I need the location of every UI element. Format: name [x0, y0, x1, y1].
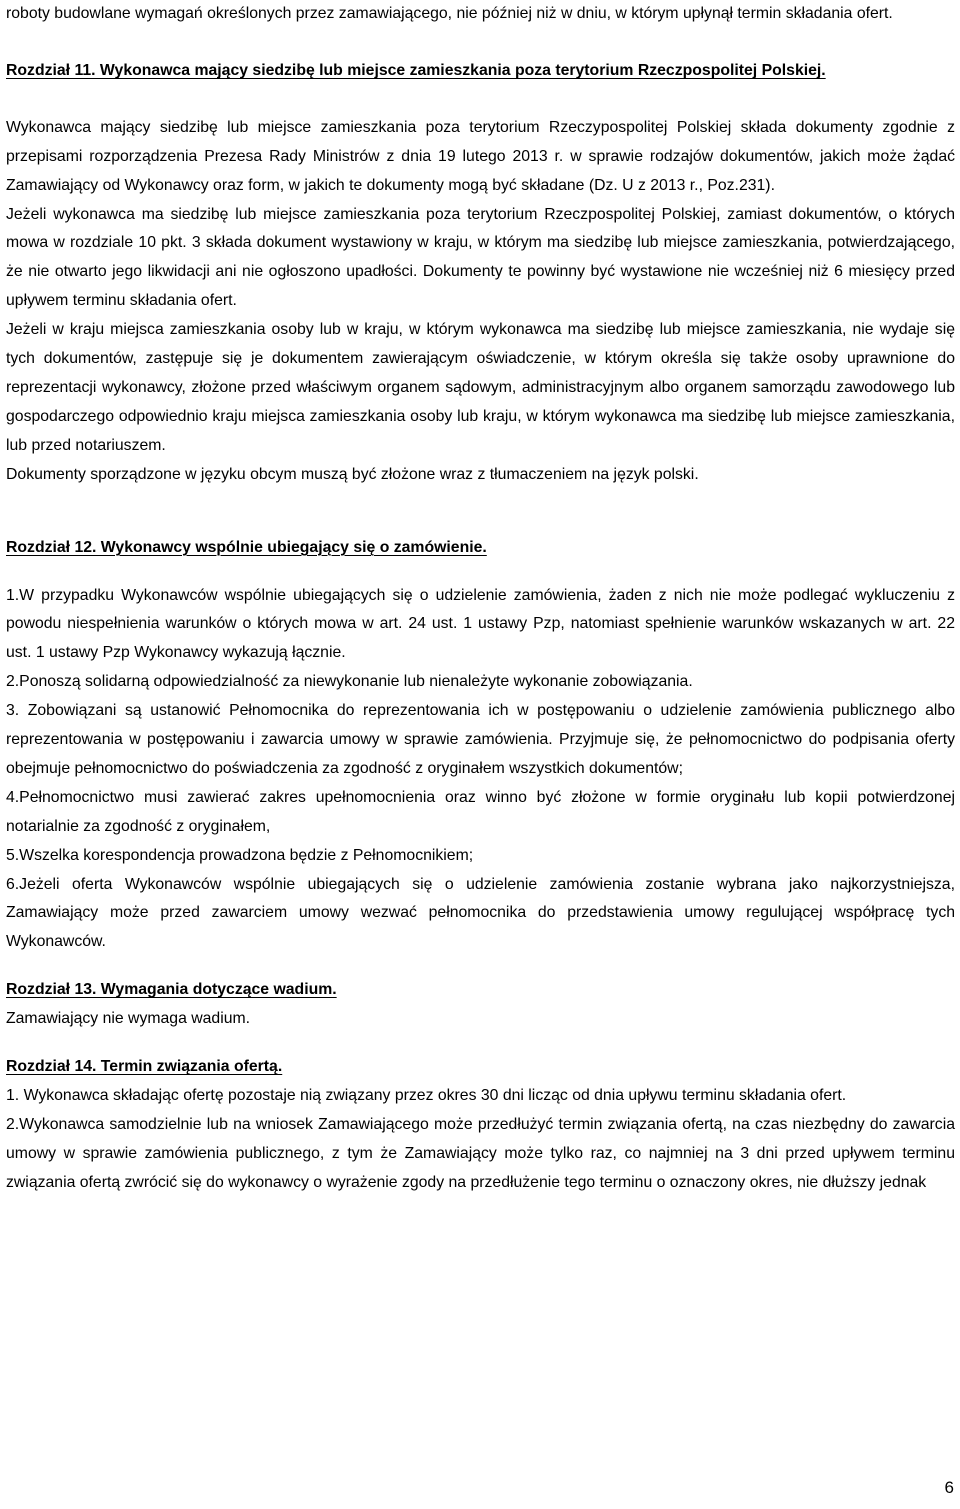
- chapter-13-heading: Rozdział 13. Wymagania dotyczące wadium.: [6, 981, 337, 999]
- intro-continuation: roboty budowlane wymagań określonych przez zamawiającego, nie później niż w dniu, w którym upłynął termin składania ofert.: [6, 5, 893, 22]
- spacer: [6, 563, 955, 582]
- chapter-11-paragraph-3: Jeżeli w kraju miejsca zamieszkania osoby lub w kraju, w którym wykonawca ma siedzibę lub miejsce zamieszkania, nie wydaje się tych dokumentów, zastępuje się je dokumentem zawierającym oświadczenie, w którym określa się także osoby uprawnione do reprezentacji wykonawcy, złożone przed właściwym organem sądowym, administracyjnym albo organem samorządu zawodowego lub gospodarczego odpowiednio kraju miejsca zamieszkania osoby lub kraju, w którym wykonawca ma siedzibę lub miejsce zamieszkania, lub przed notariuszem.: [6, 321, 955, 454]
- chapter-12-paragraph-1: 1.W przypadku Wykonawców wspólnie ubiegających się o udzielenie zamówienia, żaden z nich nie może podlegać wykluczeniu z powodu niespełnienia warunków o których mowa w art. 24 ust. 1 ustawy Pzp, natomiast spełnienie warunków wskazanych w art. 22 ust. 1 ustawy Pzp Wykonawcy wykazują łącznie.: [6, 586, 955, 662]
- chapter-11-heading: Rozdział 11. Wykonawca mający siedzibę lub miejsce zamieszkania poza terytorium Rzeczpospolitej Polskiej.: [6, 61, 826, 79]
- spacer: [6, 1034, 955, 1053]
- chapter-12-heading: Rozdział 12. Wykonawcy wspólnie ubiegający się o zamówienie.: [6, 538, 487, 556]
- spacer: [6, 490, 955, 534]
- chapter-11-paragraph-2: Jeżeli wykonawca ma siedzibę lub miejsce zamieszkania poza terytorium Rzeczpospolitej Polskiej, zamiast dokumentów, o których mowa w rozdziale 10 pkt. 3 składa dokument wystawiony w kraju, w którym ma siedzibę lub miejsce zamieszkania, potwierdzającego, że nie otwarto jego likwidacji ani nie ogłoszono upadłości. Dokumenty te powinny być wystawione nie wcześniej niż 6 miesięcy przed upływem terminu składania ofert.: [6, 205, 955, 310]
- chapter-14-heading: Rozdział 14. Termin związania ofertą.: [6, 1058, 283, 1076]
- page-number: 6: [944, 1478, 954, 1497]
- document-page: [6, 0, 955, 1198]
- chapter-11-paragraph-4: Dokumenty sporządzone w języku obcym muszą być złożone wraz z tłumaczeniem na język polski.: [6, 465, 699, 483]
- spacer: [6, 957, 955, 976]
- chapter-12-paragraph-5: 5.Wszelka korespondencja prowadzona będzie z Pełnomocnikiem;: [6, 846, 474, 864]
- spacer: [6, 29, 955, 57]
- spacer: [6, 86, 955, 114]
- chapter-12-paragraph-3: 3. Zobowiązani są ustanowić Pełnomocnika do reprezentowania ich w postępowaniu o udzielenie zamówienia publicznego albo reprezentowania w postępowaniu i zawarcia umowy w sprawie zamówienia. Przyjmuje się, że pełnomocnictwo do podpisania oferty obejmuje pełnomocnictwo do poświadczenia za zgodność z oryginałem wszystkich dokumentów;: [6, 702, 955, 777]
- chapter-12-paragraph-2: 2.Ponoszą solidarną odpowiedzialność za niewykonanie lub nienależyte wykonanie zobowiązania.: [6, 673, 693, 691]
- chapter-12-paragraph-4: 4.Pełnomocnictwo musi zawierać zakres upełnomocnienia oraz winno być złożone w formie oryginału lub kopii potwierdzonej notarialnie za zgodność z oryginałem,: [6, 788, 955, 835]
- chapter-12-paragraph-6: 6.Jeżeli oferta Wykonawców wspólnie ubiegających się o udzielenie zamówienia zostanie wybrana jako najkorzystniejsza, Zamawiający może przed zawarciem umowy wezwać pełnomocnika do przedstawienia umowy regulującej współpracę tych Wykonawców.: [6, 875, 955, 951]
- chapter-14-paragraph-2: 2.Wykonawca samodzielnie lub na wniosek Zamawiającego może przedłużyć termin związania ofertą, na czas niezbędny do zawarcia umowy w sprawie zamówienia publicznego, z tym że Zamawiający może tylko raz, co najmniej na 3 dni przed upływem terminu związania ofertą zwrócić się do wykonawcy o wyrażenie zgody na przedłużenie tego terminu o oznaczony okres, nie dłuższy jednak: [6, 1115, 955, 1191]
- chapter-13-paragraph-1: Zamawiający nie wymaga wadium.: [6, 1010, 251, 1028]
- chapter-11-paragraph-1: Wykonawca mający siedzibę lub miejsce zamieszkania poza terytorium Rzeczypospolitej Polskiej składa dokumenty zgodnie z przepisami rozporządzenia Prezesa Rady Ministrów z dnia 19 lutego 2013 r. w sprawie rodzajów dokumentów, jakich może żądać Zamawiający od Wykonawcy oraz form, w jakich te dokumenty mogą być składane (Dz. U z 2013 r., Poz.231).: [6, 118, 955, 194]
- chapter-14-paragraph-1: 1. Wykonawca składając ofertę pozostaje nią związany przez okres 30 dni licząc od dnia upływu terminu składania ofert.: [6, 1087, 847, 1104]
